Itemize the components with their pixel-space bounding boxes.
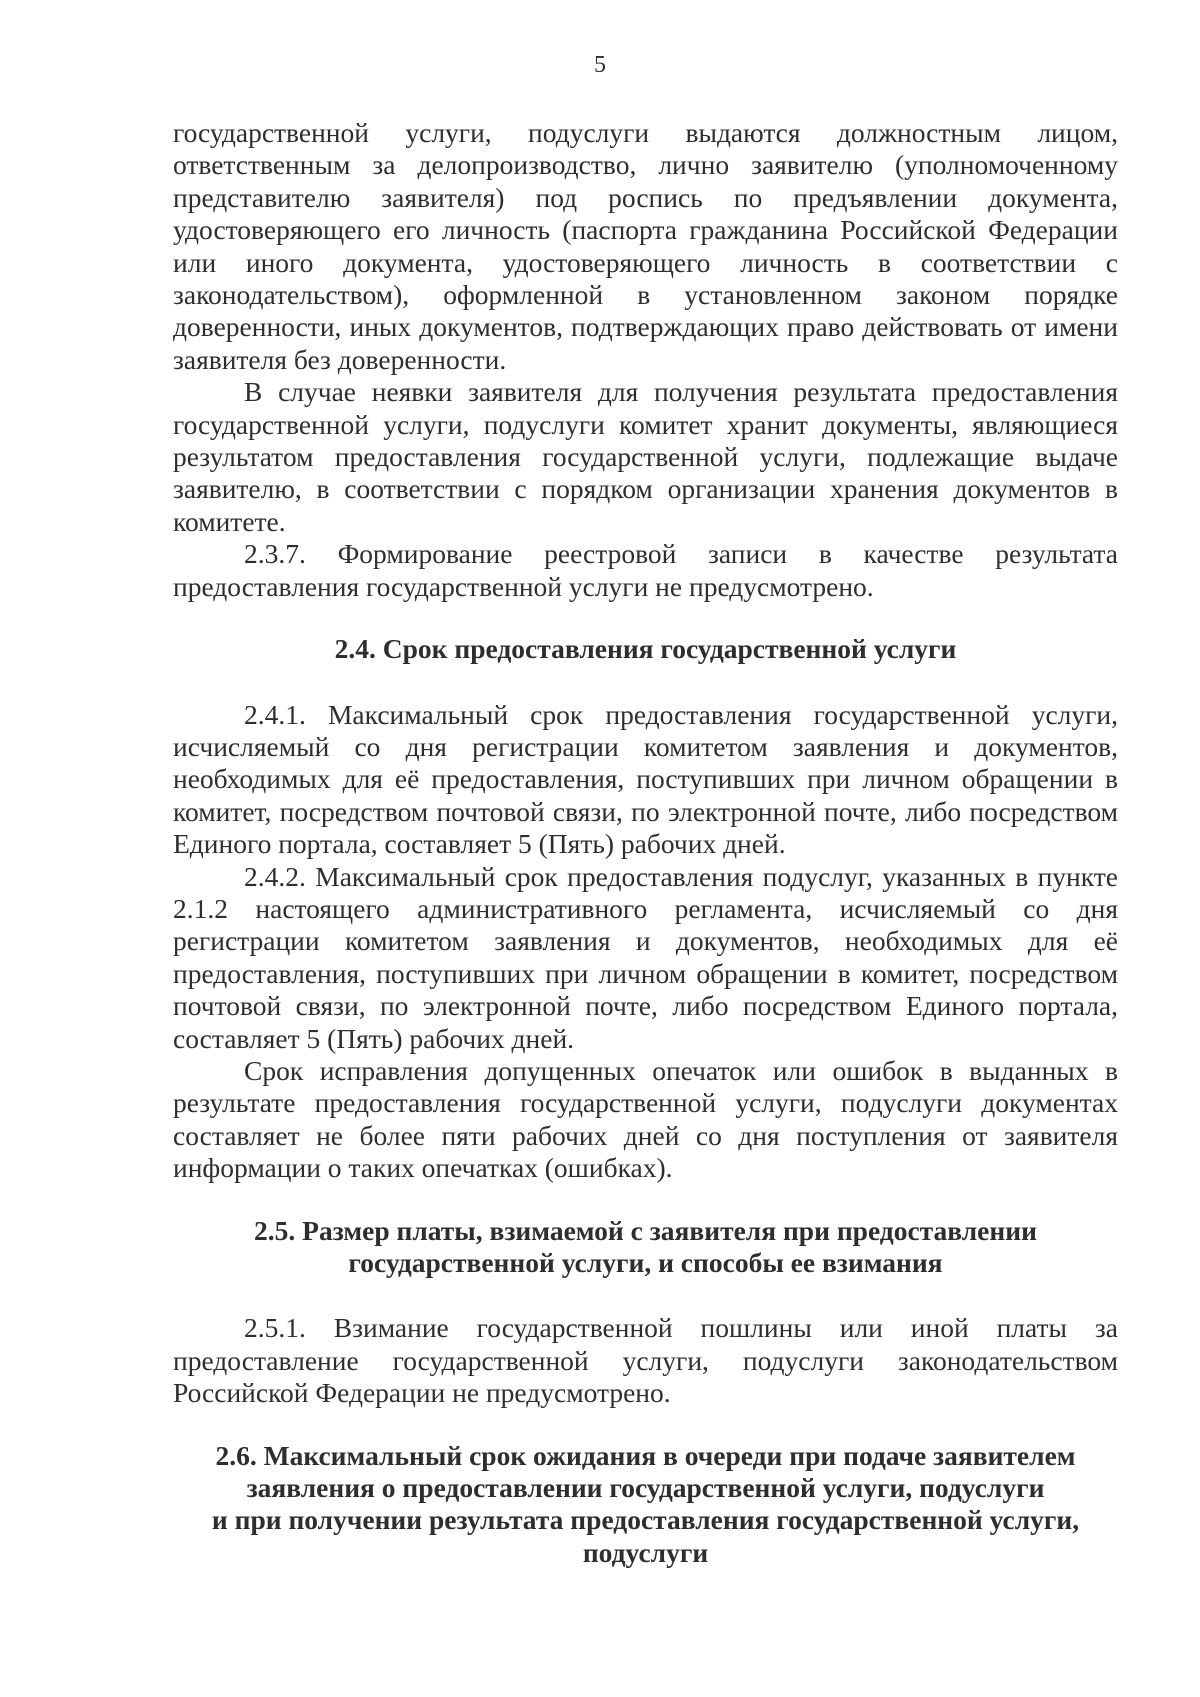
paragraph-2-3-7: 2.3.7. Формирование реестровой записи в качестве результата предоставления государственной услуги не предусмотрено. <box>173 538 1118 602</box>
paragraph-2-5-1: 2.5.1. Взимание государственной пошлины или иной платы за предоставление государственной услуги, подуслуги законодательством Российской Федерации не предусмотрено. <box>173 1312 1118 1409</box>
heading-2-4: 2.4. Срок предоставления государственной услуги <box>334 633 957 665</box>
paragraph-correction-term: Срок исправления допущенных опечаток или ошибок в выданных в результате предоставления государственной услуги, подуслуги документах составляет не более пяти рабочих дней со дня поступления от заявителя информации о таких опечатках (ошибках). <box>173 1054 1118 1184</box>
heading-2-5 <box>173 1215 1118 1280</box>
heading-2-6-line: заявления о предоставлении государственной услуги, подуслуги <box>246 1472 1045 1504</box>
paragraph-2-4-1: 2.4.1. Максимальный срок предоставления государственной услуги, исчисляемый со дня регистрации комитетом заявления и документов, необходимых для её предоставления, поступивших при личном обращении в комитет, посредством почтовой связи, по электронной почте, либо посредством Единого портала, составляет 5 (Пять) рабочих дней. <box>173 698 1118 860</box>
heading-2-6-line: 2.6. Максимальный срок ожидания в очереди при подаче заявителем <box>215 1439 1076 1471</box>
heading-2-5-line: государственной услуги, и способы ее взимания <box>348 1247 943 1278</box>
heading-2-6 <box>173 1440 1118 1570</box>
paragraph-nonappearance: В случае неявки заявителя для получения результата предоставления государственной услуги, подуслуги комитет хранит документы, являющиеся результатом предоставления государственной услуги, подлежащие выдаче заявителю, в соответствии с порядком организации хранения документов в комитете. <box>173 376 1118 537</box>
paragraph-2-4-2: 2.4.2. Максимальный срок предоставления подуслуг, указанных в пункте 2.1.2 настоящего административного регламента, исчисляемый со дня регистрации комитетом заявления и документов, необходимых для её предоставления, поступивших при личном обращении в комитет, посредством почтовой связи, по электронной почте, либо посредством Единого портала, составляет 5 (Пять) рабочих дней. <box>173 860 1118 1054</box>
heading-2-6-line: подуслуги <box>582 1536 709 1568</box>
document-body <box>173 117 1118 1569</box>
heading-2-5-line: 2.5. Размер платы, взимаемой с заявителя при предоставлении <box>254 1214 1037 1246</box>
page-number: 5 <box>594 52 606 78</box>
heading-2-6-line: и при получении результата предоставления государственной услуги, <box>211 1504 1080 1536</box>
paragraph-continued: государственной услуги, подуслуги выдаются должностным лицом, ответственным за делопроизводство, лично заявителю (уполномоченному представителю заявителя) под роспись по предъявлении документа, удостоверяющего его личность (паспорта гражданина Российской Федерации или иного документа, удостоверяющего личность в соответствии с законодательством), оформленной в установленном законом порядке доверенности, иных документов, подтверждающих право действовать от имени заявителя без доверенности. <box>173 117 1118 375</box>
